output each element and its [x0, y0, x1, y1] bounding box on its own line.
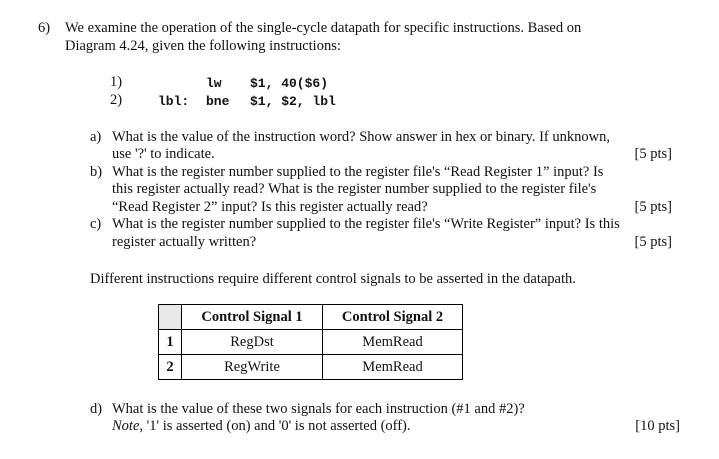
table-row	[159, 355, 463, 380]
part-a-line2: use '?' to indicate.	[112, 146, 215, 162]
part-d-line2-text: , '1' is asserted (on) and '0' is not asserted (off).	[139, 418, 411, 434]
question-intro-line1: We examine the operation of the single-cycle datapath for specific instructions. Based on	[65, 20, 582, 36]
control-signals-intro: Different instructions require different control signals to be asserted in the datapath.	[90, 271, 576, 287]
part-c-line2: register actually written?	[112, 234, 257, 250]
part-a-line2-row	[112, 146, 672, 163]
table-cell: RegDst	[182, 330, 323, 355]
part-c-points: [5 pts]	[634, 234, 672, 250]
instruction-label: lbl:	[158, 94, 190, 109]
table-header-cell: Control Signal 1	[182, 305, 323, 330]
table-header-row	[159, 305, 463, 330]
table-header-cell: Control Signal 2	[323, 305, 463, 330]
part-d-points: [10 pts]	[635, 418, 680, 434]
table-cell: RegWrite	[182, 355, 323, 380]
part-d-line2-row	[112, 418, 680, 435]
instruction-number: 2)	[110, 92, 123, 108]
table-row-number: 1	[159, 330, 182, 355]
part-b-points: [5 pts]	[634, 199, 672, 215]
part-b-line3: “Read Register 2” input? Is this register actually read?	[112, 199, 428, 215]
part-a-points: [5 pts]	[634, 146, 672, 162]
question-number: 6)	[38, 20, 51, 36]
part-d-letter: d)	[90, 401, 103, 417]
part-b-letter: b)	[90, 164, 103, 180]
instruction-opcode: bne	[206, 94, 230, 109]
part-b-line3-row	[112, 199, 672, 216]
part-b-line1: What is the register number supplied to the register file's “Read Register 1” input? Is	[112, 164, 604, 180]
part-c-letter: c)	[90, 216, 102, 232]
part-d-line1: What is the value of these two signals for each instruction (#1 and #2)?	[112, 401, 525, 417]
table-cell: MemRead	[323, 330, 463, 355]
part-c-line1: What is the register number supplied to the register file's “Write Register” input? Is this	[112, 216, 620, 232]
table-row-number: 2	[159, 355, 182, 380]
instruction-operands: $1, 40($6)	[250, 76, 329, 91]
instruction-number: 1)	[110, 74, 123, 90]
table-row	[159, 330, 463, 355]
instruction-opcode: lw	[206, 76, 222, 91]
note-label: Note	[112, 418, 140, 434]
question-intro-line2: Diagram 4.24, given the following instructions:	[65, 38, 341, 54]
part-a-letter: a)	[90, 129, 102, 145]
instruction-operands: $1, $2, lbl	[250, 94, 336, 109]
part-a-line1: What is the value of the instruction word? Show answer in hex or binary. If unknown,	[112, 129, 610, 145]
part-c-line2-row	[112, 234, 672, 251]
part-d-line2	[112, 418, 411, 435]
part-b-line2: this register actually read? What is the register number supplied to the register file's	[112, 181, 597, 197]
control-signal-table	[158, 304, 463, 380]
table-cell: MemRead	[323, 355, 463, 380]
table-header-cell	[159, 305, 182, 330]
